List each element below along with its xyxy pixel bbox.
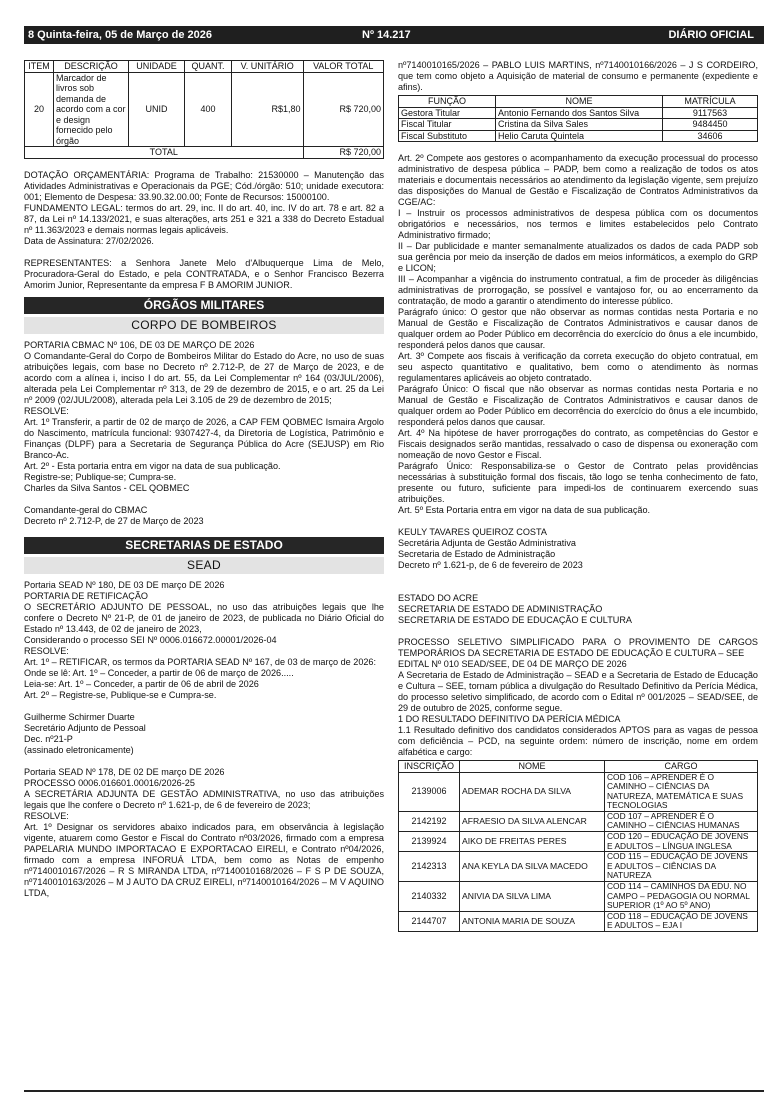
portaria-180-onde: Onde se lê: Art. 1º – Conceder, a partir de 06 de março de 2026..... bbox=[24, 667, 294, 678]
table-row bbox=[399, 911, 758, 931]
table-row bbox=[399, 811, 758, 831]
cbmac-decreto: Decreto nº 2.712-P, de 27 de Março de 2023 bbox=[24, 515, 204, 526]
cell-inscricao: 2139924 bbox=[399, 832, 460, 852]
section-banner-secretarias: SECRETARIAS DE ESTADO bbox=[24, 537, 384, 554]
resolve-label: RESOLVE: bbox=[24, 810, 69, 821]
cbmac-cargo: Comandante-geral do CBMAC bbox=[24, 504, 148, 515]
funcao-table-header bbox=[399, 96, 758, 108]
item-table-header bbox=[25, 61, 384, 73]
portaria-178-body: A SECRETÁRIA ADJUNTA DE GESTÃO ADMINISTRATIVA, no uso das atribuições legais que lhe confere o Decreto nº 1.621-p, de 6 de fevereiro de 2023; bbox=[24, 788, 384, 810]
cell-funcao: Fiscal Substituto bbox=[399, 130, 496, 142]
resolve-label: RESOLVE: bbox=[24, 405, 69, 416]
cell-v-unitario: R$1,80 bbox=[231, 72, 303, 147]
cell-funcao: Fiscal Titular bbox=[399, 119, 496, 131]
col-matricula: MATRÍCULA bbox=[663, 96, 758, 108]
cbmac-art2: Art. 2º - Esta portaria entra em vigor na data de sua publicação. bbox=[24, 460, 281, 471]
art2-paragraph: Art. 2º Compete aos gestores o acompanhamento da execução processual do processo administrativo de despesa pública – PADP, bem como a realização de todos os atos materiais e documentais necessários ao atendimento da legislação vigente, sem prejuízo das disposições do Manual de Gestão e Fiscalização de Contratos Administrativos da CGE/AC: bbox=[398, 153, 758, 207]
subsection-corpo-de-bombeiros: CORPO DE BOMBEIROS bbox=[24, 317, 384, 334]
header-publication-name: DIÁRIO OFICIAL bbox=[668, 29, 754, 41]
signature-decreto: Decreto nº 1.621-p, de 6 de fevereiro de 2023 bbox=[398, 560, 583, 570]
cell-nome: ADEMAR ROCHA DA SILVA bbox=[460, 772, 605, 811]
portaria-178-processo: PROCESSO 0006.016601.00016/2026-25 bbox=[24, 777, 195, 788]
page-header bbox=[24, 26, 764, 44]
portaria-180-art2: Art. 2º – Registre-se, Publique-se e Cumpra-se. bbox=[24, 689, 217, 700]
portaria-180-considerando: Considerando o processo SEI Nº 0006.016672.00001/2026-04 bbox=[24, 634, 277, 645]
processo-seletivo-title: PROCESSO SELETIVO SIMPLIFICADO PARA O PROVIMENTO DE CARGOS TEMPORÁRIOS DA SECRETARIA DE ESTADO DE EDUCAÇÃO E CULTURA – SEE bbox=[398, 637, 758, 658]
portaria-180-assinado: (assinado eletronicamente) bbox=[24, 744, 134, 755]
portaria-180-title: Portaria SEAD Nº 180, DE 03 DE março DE 2026 bbox=[24, 579, 225, 590]
cell-cargo: COD 106 – APRENDER É O CAMINHO – CIÊNCIAS DA NATUREZA, MATEMÁTICA E SUAS TECNOLOGIAS bbox=[605, 772, 758, 811]
cell-item: 20 bbox=[25, 72, 54, 147]
cell-nome: ANTONIA MARIA DE SOUZA bbox=[460, 911, 605, 931]
table-row bbox=[399, 832, 758, 852]
portaria-cbmac-body: O Comandante-Geral do Corpo de Bombeiros Militar do Estado do Acre, no uso de suas atribuições legais, com base no Decreto nº 2.712-P, de 27 de Março de 2023, e de acordo com a alínea i, inciso I do art. 55, da Lei Complementar nº 164 (03/JUL/2006), alterada pela Lei Complementar nº 313, de 29 de dezembro de 2015, e o art. 25 da Lei nº 2009 (02/JUL/2008), alterada pela Lei 3.105 de 29 de dezembro de 2015; bbox=[24, 350, 384, 405]
representantes-paragraph: REPRESENTANTES: a Senhora Janete Melo d'Albuquerque Lima de Melo, Procuradora-Geral do Estado, e pela CONTRATADA, e o Senhor Francisco Bezerra Amorim Junior, Representante da empresa F B AMORIM JUNIOR. bbox=[24, 257, 384, 290]
item-table bbox=[24, 60, 384, 159]
signature-name: KEULY TAVARES QUEIROZ COSTA bbox=[398, 527, 547, 537]
col-unidade: UNIDADE bbox=[129, 61, 185, 73]
dotacao-paragraph: DOTAÇÃO ORÇAMENTÁRIA: Programa de Trabalho: 21530000 – Manutenção das Atividades Administrativas e Operacionais da PGE; Cód./órgão: 510; unidade executora: 001; Elemento de Despesa: 33.90.32.00.00; Fonte de Recursos: 15000100. bbox=[24, 169, 384, 202]
header-issue-number: Nº 14.217 bbox=[362, 29, 411, 41]
resultado-table bbox=[398, 760, 758, 932]
portaria-180-retificacao: PORTARIA DE RETIFICAÇÃO bbox=[24, 590, 148, 601]
table-row bbox=[25, 72, 384, 147]
col-item: ITEM bbox=[25, 61, 54, 73]
paragrafo-unico-3: Parágrafo Único: Responsabiliza-se o Gestor de Contrato pelas providências necessárias à substituição formal dos fiscais, tão logo se tenha conhecimento de fato, presente ou futuro, suficiente para impedi-los de continuarem exercendo suas atribuições. bbox=[398, 461, 758, 504]
fundamento-paragraph: FUNDAMENTO LEGAL: termos do art. 29, inc. II do art. 40, inc. IV do art. 78 e art. 82 a 87, da Lei nº 14.133/2021, e suas alterações, arts 251 e 321 a 338 do Decreto Estadual nº 11.363/2023 e demais normas legais aplicáveis. bbox=[24, 202, 384, 235]
portaria-180-art1: Art. 1º – RETIFICAR, os termos da PORTARIA SEAD Nº 167, de 03 de março de 2026: bbox=[24, 656, 377, 667]
secretaria-administracao-line: SECRETARIA DE ESTADO DE ADMINISTRAÇÃO bbox=[398, 604, 603, 614]
col-quant: QUANT. bbox=[185, 61, 232, 73]
table-total-row bbox=[25, 147, 384, 159]
subsection-sead: SEAD bbox=[24, 557, 384, 574]
cell-cargo: COD 107 – APRENDER É O CAMINHO – CIÊNCIAS HUMANAS bbox=[605, 811, 758, 831]
signature-secretaria: Secretaria de Estado de Administração bbox=[398, 549, 556, 559]
resultado-table-header bbox=[399, 761, 758, 773]
cell-inscricao: 2140332 bbox=[399, 882, 460, 912]
secretaria-educacao-line: SECRETARIA DE ESTADO DE EDUCAÇÃO E CULTURA bbox=[398, 615, 632, 625]
cell-inscricao: 2144707 bbox=[399, 911, 460, 931]
estado-line: ESTADO DO ACRE bbox=[398, 593, 479, 603]
total-label: TOTAL bbox=[25, 147, 304, 159]
empenho-continuation: nº7140010165/2026 – PABLO LUIS MARTINS, nº7140010166/2026 – J S CORDEIRO, que tem como objeto a Aquisição de material de consumo e permanente (expediente e afins). bbox=[398, 60, 758, 92]
newspaper-page bbox=[24, 26, 764, 1096]
section-1-1: 1.1 Resultado definitivo dos candidatos considerados APTOS para as vagas de pessoa com deficiência – PCD, na seguinte ordem: número de inscrição, nome em ordem alfabética e cargo: bbox=[398, 725, 758, 757]
cell-nome: AIKO DE FREITAS PERES bbox=[460, 832, 605, 852]
cbmac-art1: Art. 1º Transferir, a partir de 02 de março de 2026, a CAP FEM QOBMEC Ismaira Argolo do Nascimento, matrícula funcional: 9307427-4, da Diretoria de Logística, Patrimônio e Finanças (DLPF) para a Secretaria de Segurança Pública do Acre (SEJUSP) em Rio Branco-Ac. bbox=[24, 416, 384, 460]
funcao-table bbox=[398, 95, 758, 142]
total-value: R$ 720,00 bbox=[303, 147, 384, 159]
signature-cargo: Secretária Adjunta de Gestão Administrativa bbox=[398, 538, 576, 548]
art3-paragraph: Art. 3º Compete aos fiscais à verificação da correta execução do objeto contratual, em seu aspecto quantitativo e qualitativo, bem como o atendimento às normas regulamentares aplicáveis ao objeto contratado. bbox=[398, 351, 758, 383]
cbmac-signature: Charles da Silva Santos - CEL QOBMEC bbox=[24, 482, 190, 493]
cell-cargo: COD 115 – EDUCAÇÃO DE JOVENS E ADULTOS – CIÊNCIAS DA NATUREZA bbox=[605, 852, 758, 882]
cell-quant: 400 bbox=[185, 72, 232, 147]
header-date: 8 Quinta-feira, 05 de Março de 2026 bbox=[28, 29, 213, 41]
table-row bbox=[399, 119, 758, 131]
cell-matricula: 34606 bbox=[663, 130, 758, 142]
table-row bbox=[399, 882, 758, 912]
resolve-label: RESOLVE: bbox=[24, 645, 69, 656]
inciso-1: I – Instruir os processos administrativos de despesa pública com os documentos obrigatórios e necessários, nos termos e limites estabelecidos pelo Contrato Administrativo firmado; bbox=[398, 208, 758, 240]
table-row bbox=[399, 852, 758, 882]
portaria-180-decreto: Dec. nº21-P bbox=[24, 733, 73, 744]
portaria-cbmac-title: PORTARIA CBMAC Nº 106, DE 03 DE MARÇO DE 2026 bbox=[24, 339, 255, 350]
cell-nome: ANA KEYLA DA SILVA MACEDO bbox=[460, 852, 605, 882]
cell-matricula: 9484450 bbox=[663, 119, 758, 131]
portaria-180-signature: Guilherme Schirmer Duarte bbox=[24, 711, 135, 722]
right-column bbox=[398, 60, 758, 932]
cell-nome: Helio Caruta Quintela bbox=[496, 130, 663, 142]
portaria-180-leia: Leia-se: Art. 1º – Conceder, a partir de 06 de abril de 2026 bbox=[24, 678, 259, 689]
portaria-178-title: Portaria SEAD Nº 178, DE 02 DE março DE 2026 bbox=[24, 766, 225, 777]
section-1-title: 1 DO RESULTADO DEFINITIVO DA PERÍCIA MÉDICA bbox=[398, 714, 621, 724]
cell-matricula: 9117563 bbox=[663, 107, 758, 119]
art4-paragraph: Art. 4º Na hipótese de haver prorrogações do contrato, as competências do Gestor e Fiscais designados serão mantidas, ressalvado o caso de dispensa ou exoneração com nomeação de novo Gestor e Fiscal. bbox=[398, 428, 758, 460]
col-nome: NOME bbox=[460, 761, 605, 773]
edital-title: EDITAL Nº 010 SEAD/SEE, DE 04 DE MARÇO DE 2026 bbox=[398, 659, 627, 669]
col-cargo: CARGO bbox=[605, 761, 758, 773]
cell-nome: AFRAESIO DA SILVA ALENCAR bbox=[460, 811, 605, 831]
page-footer-rule bbox=[24, 1090, 764, 1092]
col-v-unitario: V. UNITÁRIO bbox=[231, 61, 303, 73]
cell-inscricao: 2142313 bbox=[399, 852, 460, 882]
art5-paragraph: Art. 5º Esta Portaria entra em vigor na data de sua publicação. bbox=[398, 505, 651, 515]
section-banner-orgaos-militares: ÓRGÃOS MILITARES bbox=[24, 297, 384, 314]
portaria-180-body: O SECRETÁRIO ADJUNTO DE PESSOAL, no uso das atribuições legais que lhe confere o Decreto Nº 21-P, de 01 de janeiro de 2023, de publicada no Diário Oficial do Estado nº 13.443, de 02 de janeiro de 2023, bbox=[24, 601, 384, 634]
portaria-178-art1: Art. 1º Designar os servidores abaixo indicados para, em observância à legislação vigente, atuarem como Gestor e Fiscal do Contrato nº03/2026, firmado com a empresa PAPELARIA MUNDO IMPORTACAO E EXPORTACAO EIRELI, e Contrato nº04/2026, firmado com a empresa INFORUÁ LTDA, bem como as Notas de empenho nº7140010167/2026 – R S MIRANDA LTDA, nº7140010168/2026 – F S P DE SOUZA, nº7140010163/2026 – M J AUTO DA CRUZ EIRELI, nº7140010164/2026 – M V AQUINO LTDA, bbox=[24, 821, 384, 898]
table-row bbox=[399, 130, 758, 142]
cell-inscricao: 2142192 bbox=[399, 811, 460, 831]
cell-unidade: UNID bbox=[129, 72, 185, 147]
cell-funcao: Gestora Titular bbox=[399, 107, 496, 119]
paragrafo-unico-2: Parágrafo Único: O fiscal que não observar as normas contidas nesta Portaria e no Manual de Gestão e Fiscalização de Contratos Administrativos e causar danos de qualquer ordem ao Poder Público em decorrência do exercício do ônus a ele incumbido, responderá pelos danos que causar. bbox=[398, 384, 758, 427]
col-valor-total: VALOR TOTAL bbox=[303, 61, 384, 73]
table-row bbox=[399, 107, 758, 119]
col-inscricao: INSCRIÇÃO bbox=[399, 761, 460, 773]
cell-nome: ANIVIA DA SILVA LIMA bbox=[460, 882, 605, 912]
cell-nome: Cristina da Silva Sales bbox=[496, 119, 663, 131]
cell-cargo: COD 118 – EDUCAÇÃO DE JOVENS E ADULTOS – EJA I bbox=[605, 911, 758, 931]
table-row bbox=[399, 772, 758, 811]
cell-cargo: COD 120 – EDUCAÇÃO DE JOVENS E ADULTOS – LÍNGUA INGLESA bbox=[605, 832, 758, 852]
cell-descricao: Marcador de livros sob demanda de acordo com a cor e design fornecido pelo órgão bbox=[54, 72, 129, 147]
edital-body: A Secretaria de Estado de Administração – SEAD e a Secretaria de Estado de Educação e Cultura – SEE, tornam pública a divulgação do Resultado Definitivo da Perícia Médica, do processo seletivo simplificado, de acordo com o Edital nº 001/2025 – SEAD/SEE, de 29 de outubro de 2025, conforme segue. bbox=[398, 670, 758, 713]
col-nome: NOME bbox=[496, 96, 663, 108]
cell-valor-total: R$ 720,00 bbox=[303, 72, 384, 147]
cell-inscricao: 2139006 bbox=[399, 772, 460, 811]
paragrafo-unico-1: Parágrafo único: O gestor que não observar as normas contidas nesta Portaria e no Manual de Gestão e Fiscalização de Contratos Administrativos e causar danos de qualquer ordem ao Poder Público em decorrência do exercício do ônus a ele incumbido, responderá pelos danos que causar. bbox=[398, 307, 758, 350]
left-column bbox=[24, 60, 384, 899]
cell-nome: Antonio Fernando dos Santos Silva bbox=[496, 107, 663, 119]
cell-cargo: COD 114 – CAMINHOS DA EDU. NO CAMPO – PEDAGOGIA OU NORMAL SUPERIOR (1º AO 5º ANO) bbox=[605, 882, 758, 912]
portaria-180-cargo: Secretário Adjunto de Pessoal bbox=[24, 722, 146, 733]
inciso-3: III – Acompanhar a vigência do instrumento contratual, a fim de proceder às diligências administrativas de prorrogação, se possível e vantajoso for, ou ao encerramento da contratação, de modo a garantir o atendimento do interesse público. bbox=[398, 274, 758, 306]
inciso-2: II – Dar publicidade e manter semanalmente atualizados os dados de cada PADP sob sua gerência por meio da inserção de dados em meios informáticos, a exemplo do GRP e LICON; bbox=[398, 241, 758, 273]
data-assinatura: Data de Assinatura: 27/02/2026. bbox=[24, 235, 154, 246]
col-funcao: FUNÇÃO bbox=[399, 96, 496, 108]
cbmac-registre: Registre-se; Publique-se; Cumpra-se. bbox=[24, 471, 177, 482]
col-descricao: DESCRIÇÃO bbox=[54, 61, 129, 73]
